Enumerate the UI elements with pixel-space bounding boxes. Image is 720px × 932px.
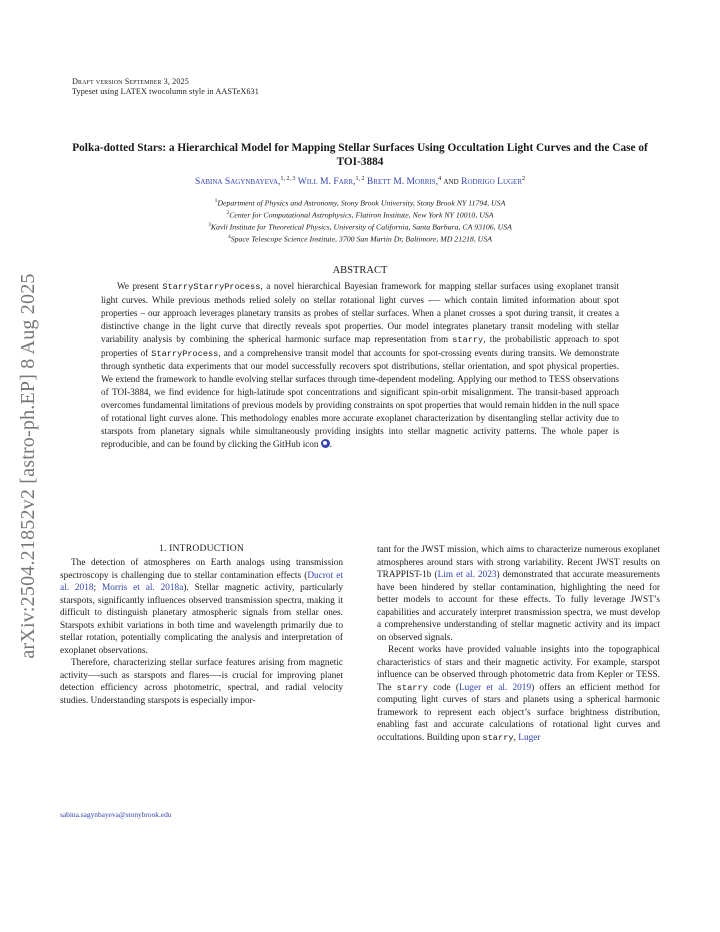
affiliation: [60, 208, 660, 221]
section-heading: 1. INTRODUCTION: [158, 543, 245, 554]
affiliation-number: 3: [208, 222, 211, 228]
paragraph: tant for the JWST mission, which aims to characterize numerous exoplanet atmospheres around stars with strong variability. Recent JWST results on TRAPPIST-1b (Lim et al. 2023) demonstrated that accurate measurements have been hindered by stellar contamination, highlighting the need for better models to account for these effects. To fully leverage JWST’s capabilities and accurately interpret transmission spectra, we must develop a comprehensive understanding of stellar magnetic activity and its impact on observed signals.: [377, 545, 660, 643]
paper-title: Polka-dotted Stars: a Hierarchical Model for Mapping Stellar Surfaces Using Occultation Light Curves and the Case of TOI-3884: [72, 142, 648, 168]
code-term: starry: [482, 732, 514, 743]
github-icon[interactable]: [321, 439, 330, 448]
affiliation-text: Center for Computational Astrophysics, Flatiron Institute, New York NY 10010, USA: [229, 210, 494, 220]
author-list: [60, 176, 660, 187]
affiliation: [60, 232, 660, 245]
abstract-body: We present StarryStarryProcess, a novel hierarchical Bayesian framework for mapping stellar surfaces using exoplanet transit light curves. While previous methods relied solely on stellar rotational light curves -— which contain limited information about spot properties – our approach leverages planetary transits as probes of stellar surfaces. When a planet crosses a spot during transit, it creates a distinctive change in the light curve that directly reveals spot properties. Our model integrates planetary transit modeling with stellar variability analysis by combining the spherical harmonic surface map representation from starry, the probabilistic approach to spot properties of StarryProcess, and a comprehensive transit model that accounts for spot-crossing events during transits. We demonstrate through synthetic data experiments that our model successfully recovers spot distributions, stellar orientation, and spot physical properties. We extend the framework to handle evolving stellar surfaces through time-dependent modeling. Applying our method to TESS observations of TOI-3884, we find evidence for high-latitude spot concentrations and significant spin-orbit misalignment. The transit-based approach overcomes fundamental limitations of previous models by providing constraints on spot properties that would remain hidden in the null space of rotational light curves alone. This methodology enables more accurate exoplanet characterization by disentangling stellar activity due to starspots from planetary signals while simultaneously providing insights into stellar magnetic activity patterns. The whole paper is reproducible, and can be found by clicking the GitHub icon .: [101, 281, 620, 449]
author-affil-mark: 1, 2, 3: [280, 176, 296, 182]
affiliation: [60, 196, 660, 209]
affiliation-text: Kavli Institute for Theoretical Physics, University of California, Santa Barbara, CA 93106, USA: [210, 222, 512, 232]
citation-link[interactable]: Ducrot et al. 2018: [60, 570, 343, 593]
arxiv-identifier[interactable]: arXiv:2504.21852v2 [astro-ph.EP] 8 Aug 2025: [16, 273, 39, 659]
author-link[interactable]: Brett M. Morris,: [366, 176, 439, 188]
citation-link[interactable]: Luger et al. 2019: [458, 682, 532, 693]
paragraph: The detection of atmospheres on Earth analogs using transmission spectroscopy is challenging due to stellar contamination effects (Ducrot et al. 2018; Morris et al. 2018a). Stellar magnetic activity, particularly starspots, significantly influences observed transmission spectra, making it difficult to distinguish planetary atmospheric signals from stellar ones. Starspots exhibit variations in both time and wavelength primarily due to stellar rotation, potentially complicating the analysis and interpretation of exoplanet observations.: [60, 558, 343, 656]
citation-link[interactable]: Luger: [518, 732, 541, 743]
code-term: StarryProcess: [151, 348, 219, 359]
paragraph: Recent works have provided valuable insights into the topographical characteristics of stars and their magnetic activity. For example, starspot influence can be observed through photometric data from Kepler or TESS. The starry code (Luger et al. 2019) offers an efficient method for computing light curves of stars and planets using a spherical harmonic framework to represent each object’s surface brightness distribution, enabling fast and accurate calculations of rotational light curves and occultations. Building upon starry, Luger: [377, 645, 660, 743]
abstract-heading: ABSTRACT: [332, 265, 388, 276]
code-term: starry: [452, 334, 484, 345]
citation-link[interactable]: Morris et al. 2018a: [101, 583, 184, 593]
citation-link[interactable]: Lim et al. 2023: [437, 570, 497, 580]
affiliation-number: 2: [226, 210, 230, 216]
affiliation-number: 1: [214, 198, 218, 204]
author-link[interactable]: Will M. Farr,: [297, 176, 356, 188]
code-term: StarryStarryProcess: [162, 282, 261, 292]
author-conjunction: and: [443, 176, 459, 188]
right-column: [377, 544, 660, 744]
left-column: [60, 557, 343, 707]
affiliation-text: Space Telescope Science Institute, 3700 San Martin Dr, Baltimore, MD 21218, USA: [230, 234, 492, 244]
code-term: starry: [396, 682, 428, 693]
affiliation-number: 4: [228, 234, 231, 240]
author-affil-mark: 2: [522, 176, 525, 182]
footnote-email[interactable]: sabina.sagynbayeva@stonybrook.edu: [60, 810, 172, 819]
draft-version: Draft version September 3, 2025: [72, 77, 189, 86]
author-link[interactable]: Rodrigo Luger: [461, 176, 522, 188]
author-link[interactable]: Sabina Sagynbayeva,: [194, 176, 281, 188]
typeset-line: Typeset using LATEX twocolumn style in AASTeX631: [72, 87, 259, 96]
author-affil-mark: 1, 2: [355, 176, 365, 182]
affiliation-text: Department of Physics and Astronomy, Stony Brook University, Stony Brook NY 11794, USA: [217, 198, 506, 208]
author-affil-mark: 4: [438, 176, 442, 182]
paragraph: Therefore, characterizing stellar surface features arising from magnetic activity—-such as starspots and flares—-is crucial for improving planet detection efficiency across photometric, spectral, and radial velocity studies. Understanding starspots is especially impor-: [60, 658, 343, 706]
affiliation: [60, 220, 660, 233]
